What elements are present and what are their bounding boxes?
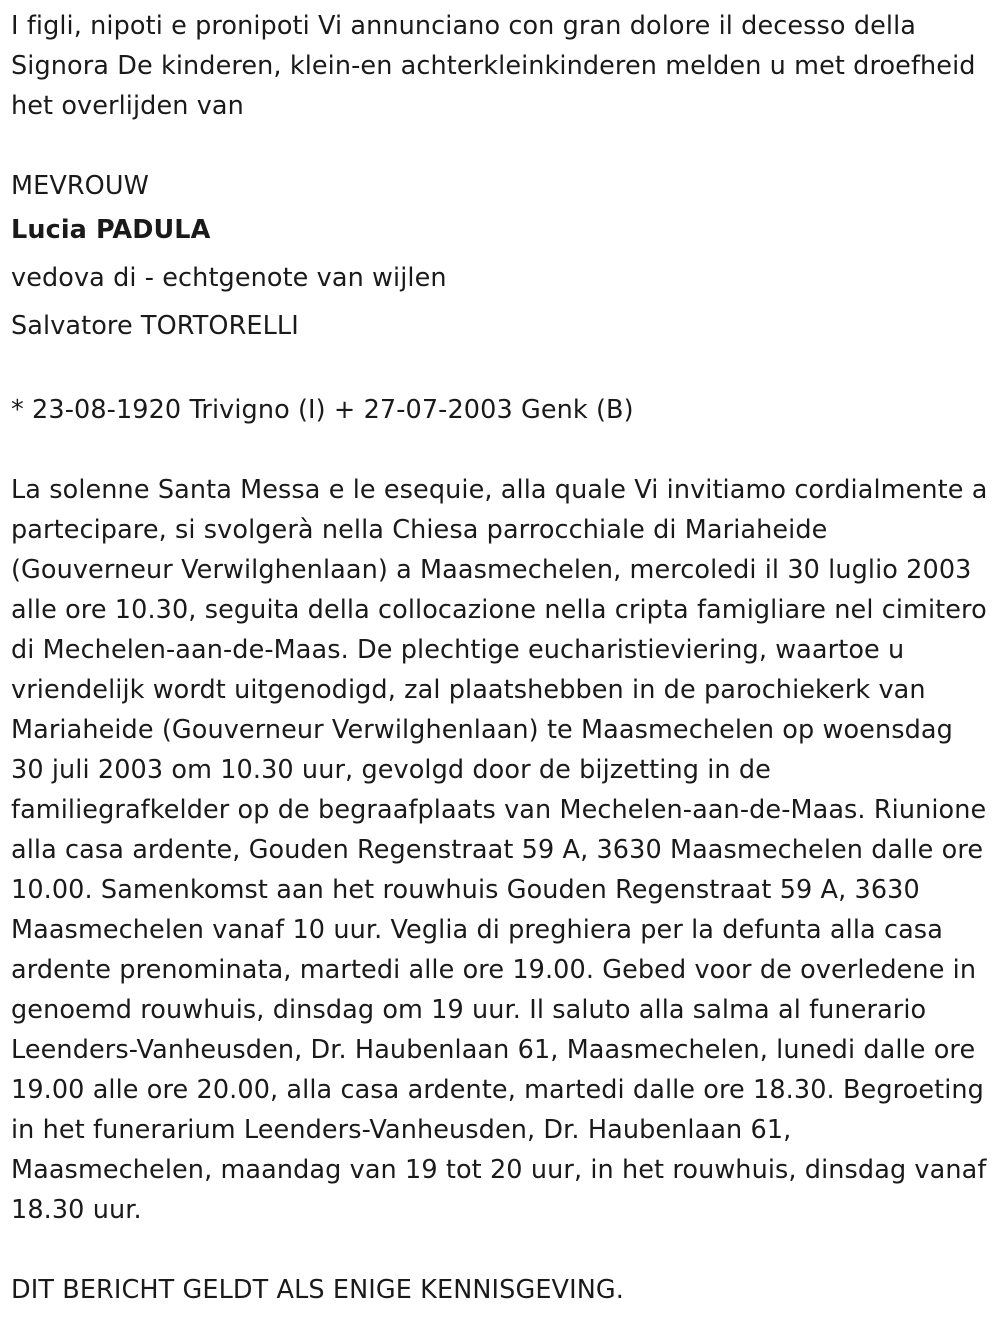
service-details-paragraph: La solenne Santa Messa e le esequie, alla quale Vi invitiamo cordialmente a partecipare, si svolgerà nella Chiesa parrocchiale di Mariaheide (Gouverneur Verwilghenlaan) a Maasmechelen, mercoledi il 30 luglio 2003 alle ore 10.30, seguita della collocazione nella cripta famigliare nel cimitero di Mechelen-aan-de-Maas. De plechtige eucharistieviering, waartoe u vriendelijk wordt uitgenodigd, zal plaatshebben in de parochiekerk van Mariaheide (Gouverneur Verwilghenlaan) te Maasmechelen op woensdag 30 juli 2003 om 10.30 uur, gevolgd door de bijzetting in de familiegrafkelder op de begraafplaats van Mechelen-aan-de-Maas. Riunione alla casa ardente, Gouden Regenstraat 59 A, 3630 Maasmechelen dalle ore 10.00. Samenkomst aan het rouwhuis Gouden Regenstraat 59 A, 3630 Maasmechelen vanaf 10 uur. Veglia di preghiera per la defunta alla casa ardente prenominata, martedi alle ore 19.00. Gebed voor de overledene in genoemd rouwhuis, dinsdag om 19 uur. Il saluto alla salma al funerario Leenders-Vanheusden, Dr. Haubenlaan 61, Maasmechelen, lunedi dalle ore 19.00 alle ore 20.00, alla casa ardente, martedi dalle ore 18.30. Begroeting in het funerarium Leenders-Vanheusden, Dr. Haubenlaan 61, Maasmechelen, maandag van 19 tot 20 uur, in het rouwhuis, dinsdag vanaf 18.30 uur. — [11, 475, 988, 1225]
spacer — [11, 126, 993, 166]
widow-line: vedova di - echtgenote van wijlen — [11, 263, 447, 293]
deceased-name: Lucia PADULA — [11, 215, 211, 245]
spacer — [11, 1230, 993, 1270]
intro-paragraph: I figli, nipoti e pronipoti Vi annunciano con gran dolore il decesso della Signora De kinderen, klein-en achterkleinkinderen melden u met droefheid het overlijden van — [11, 11, 976, 121]
footer-notice: DIT BERICHT GELDT ALS ENIGE KENNISGEVING. — [11, 1275, 624, 1305]
spacer — [11, 350, 993, 390]
spouse-name: Salvatore TORTORELLI — [11, 311, 299, 341]
title-honorific: MEVROUW — [11, 171, 149, 201]
obituary-notice — [11, 6, 993, 1310]
birth-death-dates: * 23-08-1920 Trivigno (I) + 27-07-2003 Genk (B) — [11, 395, 634, 425]
spacer — [11, 430, 993, 470]
